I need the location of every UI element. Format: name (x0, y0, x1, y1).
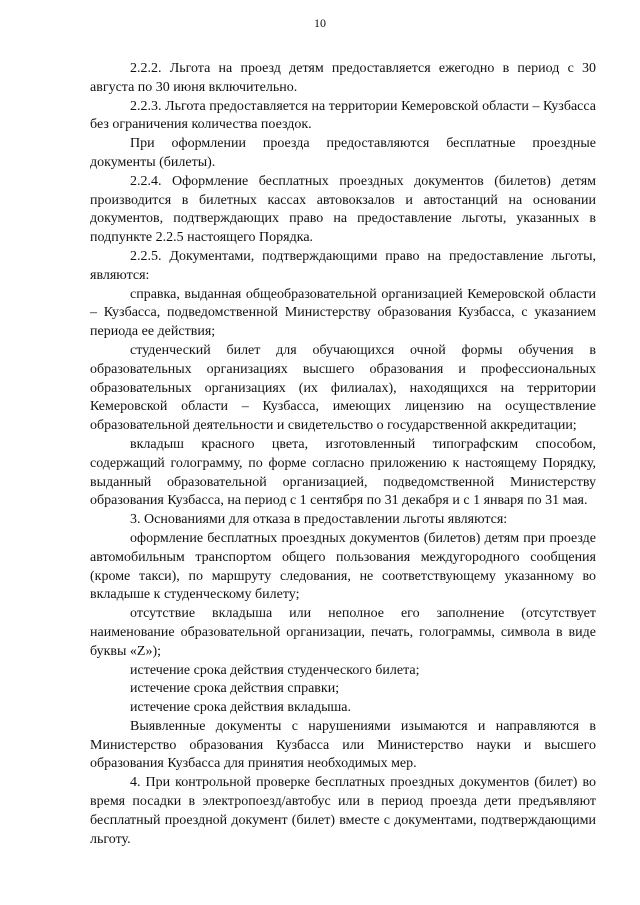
paragraph: 2.2.3. Льгота предоставляется на территории Кемеровской области – Кузбасса без ограничения количества поездок. (90, 98, 596, 133)
paragraph: 2.2.2. Льгота на проезд детям предоставляется ежегодно в период с 30 августа по 30 июня включительно. (90, 61, 596, 95)
paragraph: вкладыш красного цвета, изготовленный типографским способом, содержащий голограмму, по форме согласно приложению к настоящему Порядку, выданный образовательной организацией, подведомственной Министерству образования Кузбасса, на период с 1 сентября по 31 декабря и с 1 января по 31 мая. (90, 436, 596, 509)
paragraph: Выявленные документы с нарушениями изымаются и направляются в Министерство образования Кузбасса или Министерство науки и высшего образования Кузбасса для принятия необходимых мер. (90, 718, 596, 772)
paragraph: истечение срока действия студенческого билета; (130, 662, 420, 678)
paragraph: истечение срока действия вкладыша. (130, 700, 351, 716)
paragraph: студенческий билет для обучающихся очной формы обучения в образовательных организациях высшего образования и профессиональных образовательных организациях (их филиалах), находящихся на территории Кемеровской области – Кузбасса, имеющих лицензию на осуществление образовательной деятельности и свидетельство о государственной аккредитации; (90, 342, 596, 434)
paragraph: 4. При контрольной проверке бесплатных проездных документов (билет) во время посадки в электропоезд/автобус или в период проезда дети предъявляют бесплатный проездной документ (билет) вместе с документами, подтверждающими льготу. (90, 775, 596, 847)
paragraph: истечение срока действия справки; (130, 681, 340, 697)
paragraph: При оформлении проезда предоставляются бесплатные проездные документы (билеты). (90, 136, 596, 170)
page-number: 10 (314, 16, 326, 30)
document-body (90, 60, 596, 849)
paragraph: 3. Основаниями для отказа в предоставлении льготы являются: (130, 512, 508, 528)
paragraph: 2.2.4. Оформление бесплатных проездных документов (билетов) детям производится в билетных кассах автовокзалов и автостанций на основании документов, подтверждающих право на предоставление льготы, указанных в подпункте 2.2.5 настоящего Порядка. (90, 173, 596, 246)
paragraph: оформление бесплатных проездных документов (билетов) детям при проезде автомобильным транспортом общего пользования междугородного сообщения (кроме такси), по маршруту следования, не соответствующему указанному во вкладыше к студенческому билету; (90, 530, 596, 603)
paragraph: отсутствие вкладыша или неполное его заполнение (отсутствует наименование образовательной организации, печать, голограммы, символа в виде буквы «Z»); (90, 606, 596, 659)
paragraph: справка, выданная общеобразовательной организацией Кемеровской области – Кузбасса, подведомственной Министерству образования Кузбасса, с указанием периода ее действия; (90, 286, 596, 340)
paragraph: 2.2.5. Документами, подтверждающими право на предоставление льготы, являются: (90, 248, 596, 283)
